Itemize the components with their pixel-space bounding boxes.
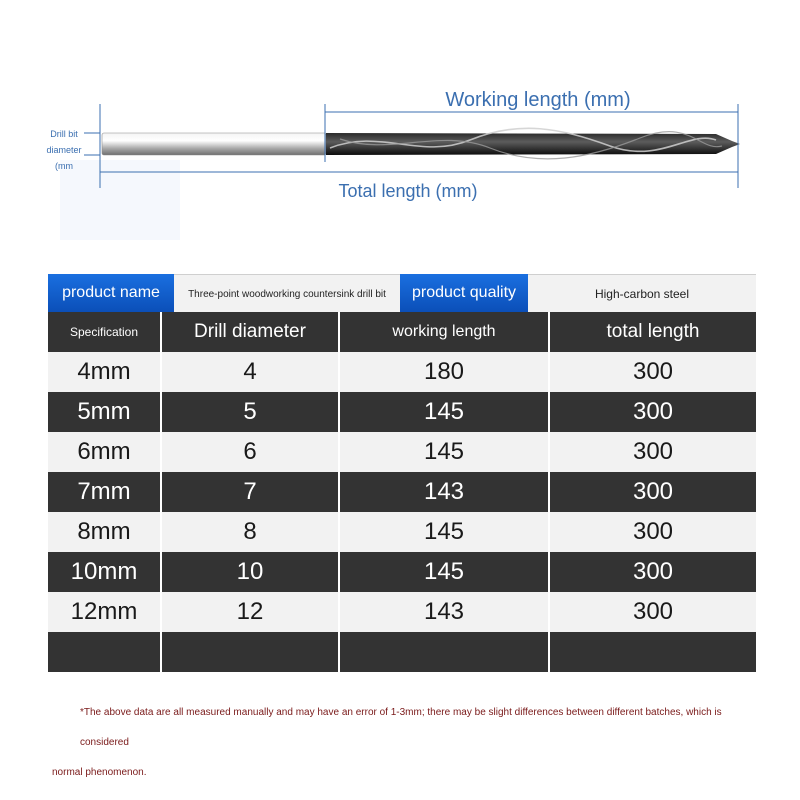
total-length-cell: 300	[632, 558, 674, 585]
table-row	[48, 592, 756, 632]
total-length-cell: 300	[632, 438, 674, 465]
diameter-cell: 8	[243, 518, 257, 545]
product-quality-label: product quality	[400, 274, 528, 312]
total-length-label: Total length (mm)	[338, 181, 478, 201]
column-header-drill-diameter: Drill diameter	[194, 321, 306, 342]
total-length-cell: 300	[632, 398, 674, 425]
spec-table	[48, 312, 756, 672]
working-length-cell: 145	[423, 558, 465, 585]
spec-cell: 12mm	[70, 598, 138, 625]
total-length-cell: 300	[632, 598, 674, 625]
product-info-row	[48, 274, 756, 312]
product-name-value: Three-point woodworking countersink drill bit	[174, 274, 400, 314]
diameter-cell: 5	[243, 398, 257, 425]
product-name-label: product name	[48, 274, 174, 312]
spec-cell: 7mm	[77, 478, 131, 505]
working-length-cell: 145	[423, 398, 465, 425]
diameter-cell: 4	[243, 358, 257, 385]
table-row	[48, 432, 756, 472]
drill-shank	[102, 133, 326, 155]
table-row-empty	[48, 632, 756, 672]
footnote	[52, 698, 752, 788]
table-row	[48, 472, 756, 512]
total-length-cell: 300	[632, 478, 674, 505]
total-length-cell: 300	[632, 358, 674, 385]
spec-cell: 4mm	[77, 358, 131, 385]
diameter-cell: 12	[236, 598, 264, 625]
working-length-cell: 145	[423, 518, 465, 545]
table-row	[48, 512, 756, 552]
table-header-row	[48, 312, 756, 352]
working-length-cell: 180	[423, 358, 465, 385]
drill-bit-diagram	[0, 0, 800, 240]
table-row	[48, 392, 756, 432]
working-length-cell: 145	[423, 438, 465, 465]
footnote-line-2: normal phenomenon.	[52, 767, 147, 778]
table-row	[48, 552, 756, 592]
diameter-label-line-2: diameter	[46, 145, 82, 155]
spec-cell: 6mm	[77, 438, 131, 465]
drill-flutes	[326, 128, 740, 159]
total-length-cell: 300	[632, 518, 674, 545]
column-header-working-length: working length	[392, 323, 496, 340]
working-length-cell: 143	[423, 598, 465, 625]
spec-cell: 8mm	[77, 518, 131, 545]
column-header-total-length: total length	[606, 321, 700, 342]
product-quality-value: High-carbon steel	[528, 274, 756, 314]
spec-cell: 5mm	[77, 398, 131, 425]
working-length-label: Working length (mm)	[445, 89, 631, 111]
diameter-cell: 10	[236, 558, 264, 585]
column-header-specification: Specification	[69, 325, 139, 339]
footnote-line-1: *The above data are all measured manually and may have an error of 1-3mm; there may be slight differences between different batches, which is considered	[80, 707, 722, 748]
spec-cell: 10mm	[70, 558, 138, 585]
diameter-label-line-3: (mm	[55, 161, 73, 171]
table-row	[48, 352, 756, 392]
working-length-cell: 143	[423, 478, 465, 505]
diameter-cell: 6	[243, 438, 257, 465]
diameter-cell: 7	[243, 478, 257, 505]
diameter-label-line-1: Drill bit	[50, 129, 78, 139]
